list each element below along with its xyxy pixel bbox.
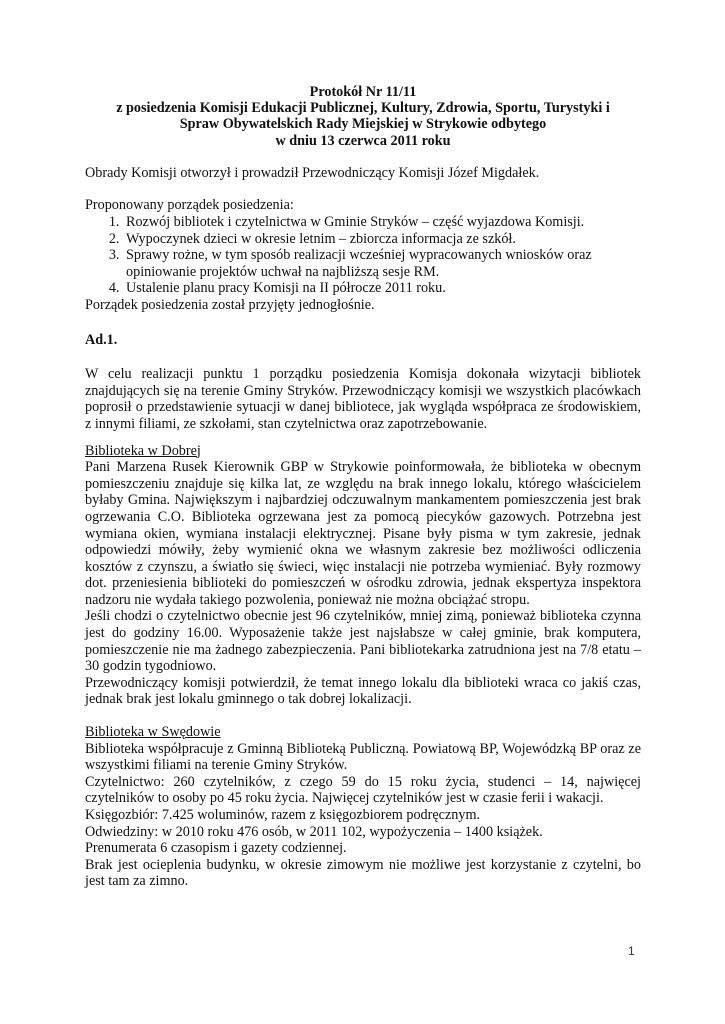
agenda-item: 3. Sprawy rożne, w tym sposób realizacji wcześniej wypracowanych wniosków oraz opiniowanie projektów uchwał na najbliższą sesje RM. [123,247,641,280]
document-page [85,84,641,890]
title-line-1: Protokół Nr 11/11 [309,84,417,100]
ad1-intro: W celu realizacji punktu 1 porządku posiedzenia Komisja dokonała wizytacji bibliotek znajdujących się na terenie Gminy Stryków. Przewodniczący komisji we wszystkich placówkach poprosił o przedstawienie sytuacji w danej bibliotece, jak wygląda współpraca ze środowiskiem, z innymi filiami, ze szkołami, stan czytelnictwa oraz zapotrzebowanie. [85,366,641,432]
dobra-paragraph: Jeśli chodzi o czytelnictwo obecnie jest 96 czytelników, mniej zimą, ponieważ biblioteka czynna jest do godziny 16.00. Wyposażenie także jest najsłabsze w całej gminie, brak komputera, pomieszczenie nie ma żadnego zabezpieczenia. Pani bibliotekarka zatrudniona jest na 7/8 etatu – 30 godzin tygodniowo. [85,608,641,675]
agenda-item: 2. Wypoczynek dzieci w okresie letnim – zbiorcza informacja ze szkół. [123,231,641,248]
agenda-item: 1. Rozwój bibliotek i czytelnictwa w Gminie Stryków – część wyjazdowa Komisji. [123,214,641,231]
swedow-paragraph: Biblioteka współpracuje z Gminną Biblioteką Publiczną. Powiatową BP, Wojewódzką BP oraz ze wszystkimi filiami na terenie Gminy Stryków. [85,740,641,774]
agenda-accepted: Porządek posiedzenia został przyjęty jednogłośnie. [85,296,375,313]
subsection-heading-dobra: Biblioteka w Dobrej [85,442,201,459]
agenda-list [85,214,641,297]
title-line-4: w dniu 13 czerwca 2011 roku [275,132,451,149]
swedow-paragraph: Czytelnictwo: 260 czytelników, z czego 59 do 15 roku życia, studenci – 14, najwięcej czytelników to osoby po 45 roku życia. Najwięcej czytelników jest w czasie ferii i wakacji. [85,773,641,807]
document-title [85,84,641,149]
subsection-heading-swedow: Biblioteka w Swędowie [85,724,221,741]
swedow-paragraph: Księgozbiór: 7.425 woluminów, razem z księgozbiorem podręcznym. [85,807,481,823]
agenda-item: 4. Ustalenie planu pracy Komisji na II półrocze 2011 roku. [123,280,641,297]
title-line-2: z posiedzenia Komisji Edukacji Publicznej, Kultury, Zdrowia, Sportu, Turystyki i [116,100,610,117]
title-line-3: Spraw Obywatelskich Rady Miejskiej w Strykowie odbytego [179,116,547,133]
swedow-paragraph: Odwiedziny: w 2010 roku 476 osób, w 2011 102, wypożyczenia – 1400 książek. [85,823,543,840]
section-heading-ad1: Ad.1. [85,331,118,348]
page-number: 1 [628,944,635,958]
swedow-paragraph: Prenumerata 6 czasopism i gazety codziennej. [85,840,347,857]
agenda-heading: Proponowany porządek posiedzenia: [85,197,294,214]
opening-statement: Obrady Komisji otworzył i prowadził Przewodniczący Komisji Józef Migdałek. [85,164,540,181]
swedow-paragraph: Brak jest ocieplenia budynku, w okresie zimowym nie możliwe jest korzystanie z czytelni, bo jest tam za zimno. [85,856,641,890]
dobra-paragraph: Przewodniczący komisji potwierdził, że temat innego lokalu dla biblioteki wraca co jakiś czas, jednak brak jest lokalu gminnego o tak dobrej lokalizacji. [85,674,641,708]
dobra-paragraph: Pani Marzena Rusek Kierownik GBP w Strykowie poinformowała, że biblioteka w obecnym pomieszczeniu znajduje się kilka lat, ze względu na brak innego lokalu, którego właścicielem byłaby Gmina. Największym i najbardziej odczuwalnym mankamentem pomieszczenia jest brak ogrzewania C.O. Biblioteka ogrzewana jest za pomocą piecyków gazowych. Potrzebna jest wymiana okien, wymiana instalacji elektrycznej. Pisane były pisma w tym zakresie, jednak odpowiedzi mówiły, żeby wymienić okna we własnym zakresie bez możliwości odliczenia kosztów z czynszu, a światło się świeci, więc instalacji nie potrzeba wymieniać. Były rozmowy dot. przeniesienia biblioteki do pomieszczeń w ośrodku zdrowia, jednak ekspertyza inspektora nadzoru nie wydała takiego pozwolenia, ponieważ nie można obciążać stropu. [85,459,641,608]
